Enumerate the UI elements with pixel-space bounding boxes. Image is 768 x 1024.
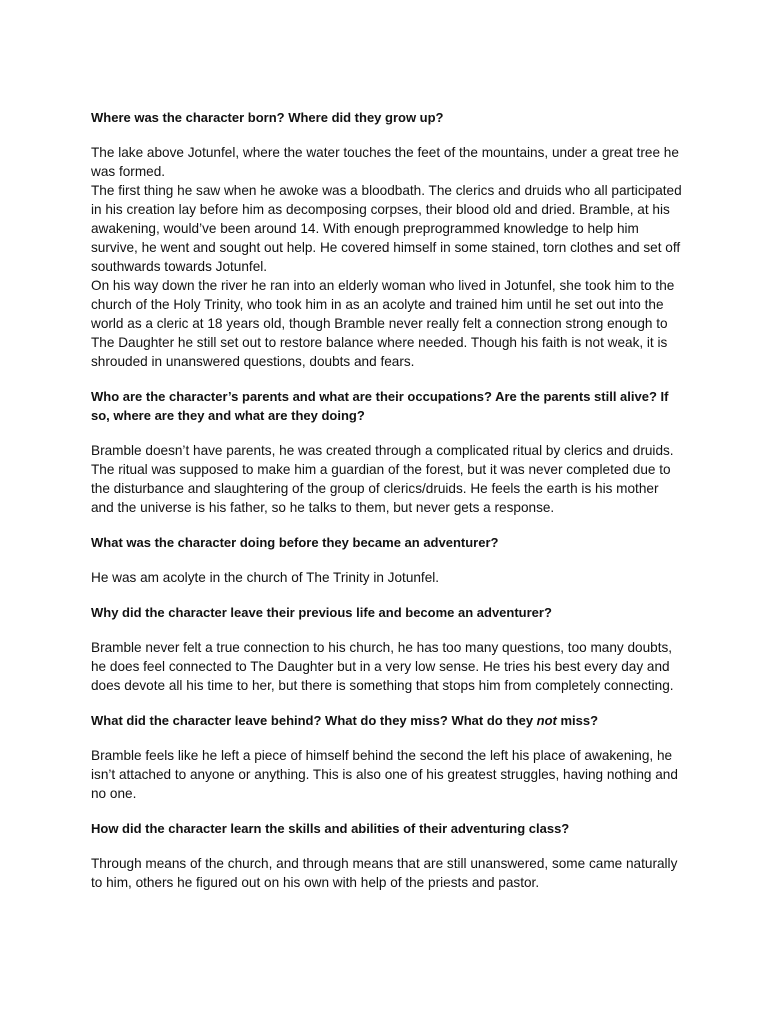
- answer-paragraph: On his way down the river he ran into an elderly woman who lived in Jotunfel, she took him to the church of the Holy Trinity, who took him in as an acolyte and trained him until he set out into the world as a cleric at 18 years old, though Bramble never really felt a connection strong enough to The Daughter he still set out to restore balance where needed. Though his faith is not weak, it is shrouded in unanswered questions, doubts and fears.: [91, 278, 675, 369]
- question-parents: Who are the character’s parents and what are their occupations? Are the parents still alive? If so, where are they and what are they doing?: [91, 389, 669, 423]
- answer-paragraph: He was am acolyte in the church of The Trinity in Jotunfel.: [91, 570, 440, 585]
- answer-paragraph: Bramble doesn’t have parents, he was created through a complicated ritual by clerics and druids. The ritual was supposed to make him a guardian of the forest, but it was never completed due to the disturbance and slaughtering of the group of clerics/druids. He feels the earth is his mother and the universe is his father, so he talks to them, but never gets a response.: [91, 443, 674, 515]
- answer-skills: [91, 854, 683, 892]
- answer-parents: [91, 441, 683, 517]
- answer-paragraph: Bramble feels like he left a piece of himself behind the second the left his place of awakening, he isn’t attached to anyone or anything. This is also one of his greatest struggles, having nothing and no one.: [91, 748, 678, 801]
- question-before-adventuring: What was the character doing before they became an adventurer?: [91, 535, 499, 550]
- answer-paragraph: Through means of the church, and through means that are still unanswered, some came naturally to him, others he figured out on his own with help of the priests and pastor.: [91, 856, 678, 890]
- question-text-before: What did the character leave behind? What do they miss? What do they: [91, 713, 537, 728]
- answer-paragraph: Bramble never felt a true connection to his church, he has too many questions, too many doubts, he does feel connected to The Daughter but in a very low sense. He tries his best every day and does devote all his time to her, but there is something that stops him from completely connecting.: [91, 640, 674, 693]
- answer-why-leave: [91, 638, 683, 695]
- document-body: [91, 108, 683, 892]
- question-text-after: miss?: [556, 713, 599, 728]
- question-why-leave: Why did the character leave their previous life and become an adventurer?: [91, 605, 552, 620]
- question-left-behind: [91, 711, 683, 730]
- question-birthplace: Where was the character born? Where did they grow up?: [91, 110, 444, 125]
- answer-before-adventuring: [91, 568, 683, 587]
- question-skills: How did the character learn the skills and abilities of their adventuring class?: [91, 821, 570, 836]
- answer-paragraph: The first thing he saw when he awoke was a bloodbath. The clerics and druids who all participated in his creation lay before him as decomposing corpses, their blood old and dried. Bramble, at his awakening, would’ve been around 14. With enough preprogrammed knowledge to help him survive, he went and sought out help. He covered himself in some stained, torn clothes and set off southwards towards Jotunfel.: [91, 183, 682, 274]
- answer-left-behind: [91, 746, 683, 803]
- answer-birthplace: [91, 143, 683, 371]
- question-emphasis: not: [536, 713, 557, 728]
- answer-paragraph: The lake above Jotunfel, where the water touches the feet of the mountains, under a great tree he was formed.: [91, 145, 679, 179]
